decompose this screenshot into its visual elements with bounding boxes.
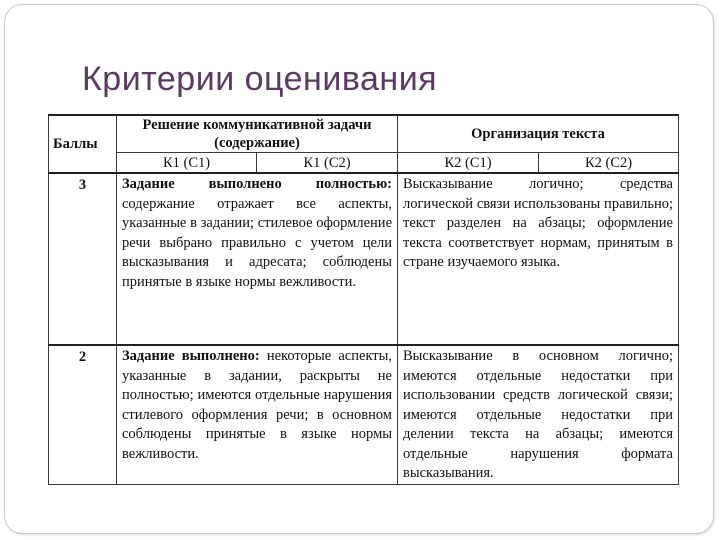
table-row bbox=[49, 173, 679, 345]
content-lead: Задание выполнено: bbox=[122, 348, 260, 364]
subheader-k1-c1: К1 (С1) bbox=[117, 153, 257, 174]
score-cell: 2 bbox=[49, 345, 117, 484]
content-lead: Задание выполнено полностью: bbox=[122, 176, 392, 192]
subheader-k2-c2: К2 (С2) bbox=[539, 153, 679, 174]
slide-title: Критерии оценивания bbox=[82, 60, 438, 98]
subheader-k1-c2: К1 (С2) bbox=[257, 153, 398, 174]
header-organization: Организация текста bbox=[398, 115, 679, 153]
table-row bbox=[49, 345, 679, 484]
content-cell bbox=[117, 345, 398, 484]
organization-cell: Высказывание логично; средства логической связи использованы правильно; текст разделен на абзацы; оформление текста соответствует нормам, принятым в стране изучаемого языка. bbox=[398, 173, 679, 345]
content-text: содержание отражает все аспекты, указанные в задании; стилевое оформление речи выбрано правильно с учетом цели высказывания и адресата; соблюдены принятые в языке нормы вежливости. bbox=[122, 195, 392, 290]
table-header-row bbox=[49, 115, 679, 153]
table-subheader-row bbox=[49, 153, 679, 174]
header-balls: Баллы bbox=[49, 115, 117, 173]
score-cell: 3 bbox=[49, 173, 117, 345]
subheader-k2-c1: К2 (С1) bbox=[398, 153, 539, 174]
criteria-table bbox=[48, 114, 679, 485]
content-text: некоторые аспекты, указанные в задании, раскрыты не полностью; имеются отдельные нарушения стилевого оформления речи; в основном соблюдены принятые в языке нормы вежливости. bbox=[122, 348, 392, 462]
organization-cell: Высказывание в основном логично; имеются отдельные недостатки при использовании средств логической связи; имеются отдельные недостатки при делении текста на абзацы; имеются отдельные нарушения формата высказывания. bbox=[398, 345, 679, 484]
content-cell bbox=[117, 173, 398, 345]
header-content: Решение коммуникативной задачи (содержание) bbox=[117, 115, 398, 153]
